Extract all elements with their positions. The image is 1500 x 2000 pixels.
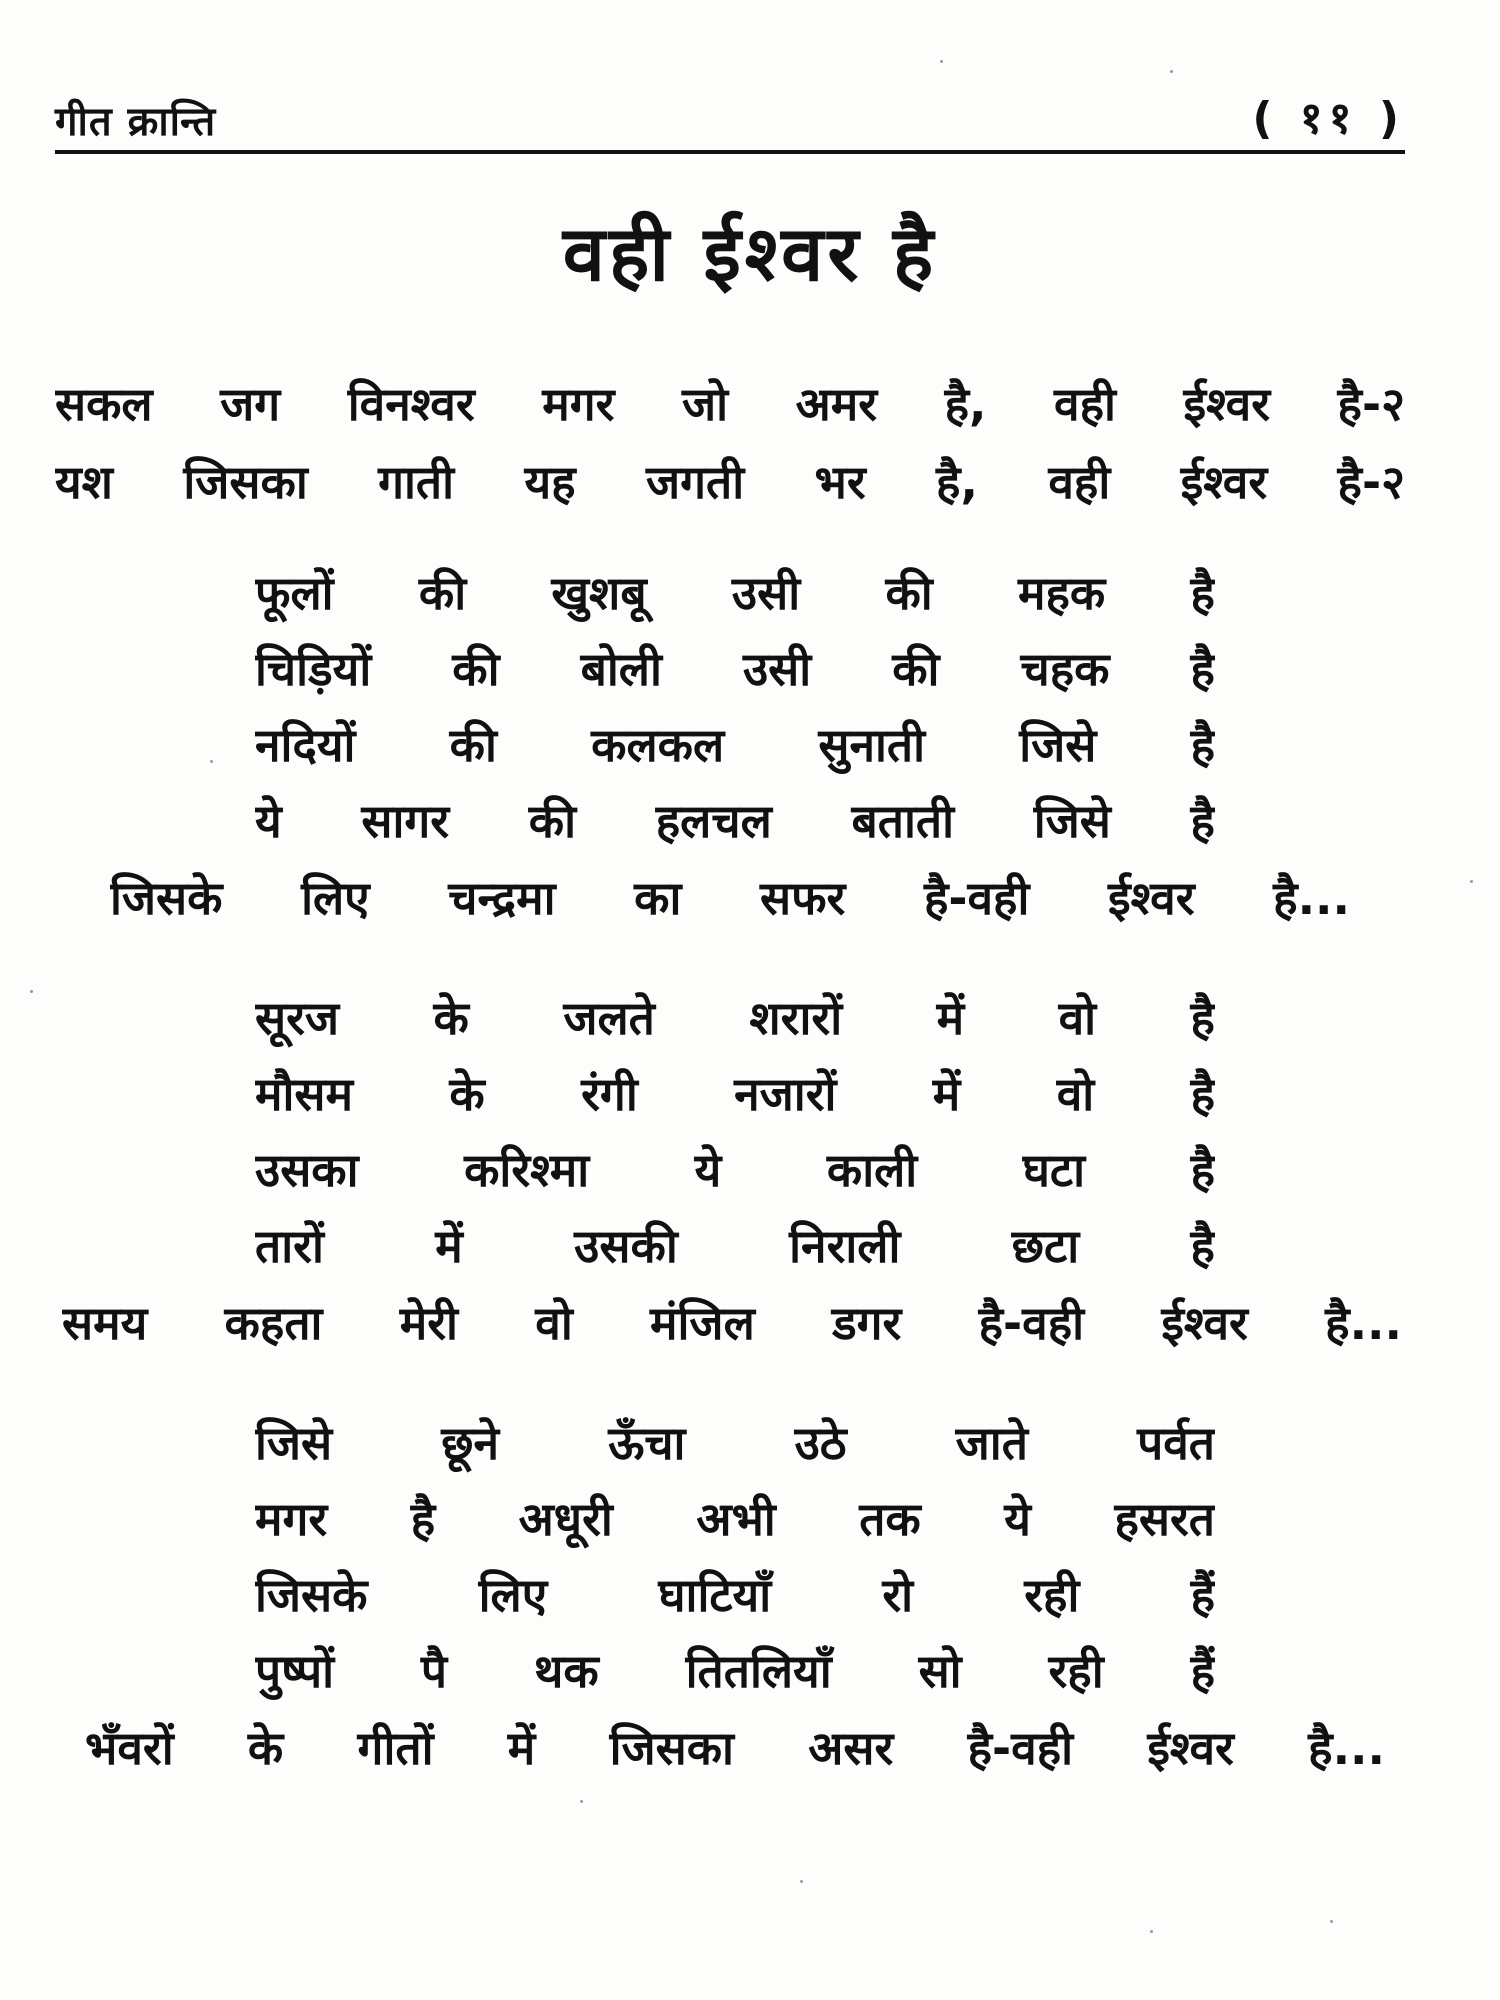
print-speck: [580, 1800, 583, 1803]
refrain: [55, 365, 1405, 521]
header-rule: [55, 150, 1405, 154]
refrain-line: सकल जग विनश्वर मगर जो अमर है, वही ईश्वर है-२: [55, 377, 1405, 431]
verse-line: मौसम के रंगी नजारों में वो है: [255, 1067, 1215, 1121]
verse-closing-line: समय कहता मेरी वो मंजिल डगर है-वही ईश्वर है...: [62, 1296, 1402, 1350]
verse-line: चिड़ियों की बोली उसी की चहक है: [255, 642, 1215, 696]
verse-line: फूलों की खुशबू उसी की महक है: [255, 566, 1215, 620]
verse-line: मगर है अधूरी अभी तक ये हसरत: [255, 1492, 1215, 1546]
verse-line: ये सागर की हलचल बताती जिसे है: [255, 794, 1215, 848]
song-title: वही ईश्वर है: [562, 209, 938, 298]
verse-line: नदियों की कलकल सुनाती जिसे है: [255, 718, 1215, 772]
verse-line: उसका करिश्मा ये काली घटा है: [255, 1143, 1215, 1197]
print-speck: [800, 1880, 803, 1883]
verse-line: जिसे छूने ऊँचा उठे जाते पर्वत: [255, 1416, 1215, 1470]
verse-closing-line: जिसके लिए चन्द्रमा का सफर है-वही ईश्वर है...: [110, 871, 1350, 925]
print-speck: [940, 60, 943, 63]
print-speck: [210, 760, 213, 763]
running-header: [55, 92, 1405, 152]
verse-line: जिसके लिए घाटियाँ रो रही हैं: [255, 1568, 1215, 1622]
page-number: ( ११ ): [1252, 93, 1405, 144]
print-speck: [30, 990, 33, 993]
verse-line: तारों में उसकी निराली छटा है: [255, 1219, 1215, 1273]
print-speck: [1470, 880, 1473, 883]
print-speck: [1330, 1920, 1333, 1923]
refrain-line: यश जिसका गाती यह जगती भर है, वही ईश्वर है-२: [55, 455, 1405, 509]
verse: [0, 555, 1500, 937]
book-title: गीत क्रान्ति: [55, 99, 217, 145]
verse: [0, 980, 1500, 1362]
verse-line: सूरज के जलते शरारों में वो है: [255, 991, 1215, 1045]
print-speck: [1170, 70, 1173, 73]
verse-closing-line: भँवरों के गीतों में जिसका असर है-वही ईश्वर है...: [85, 1721, 1385, 1775]
print-speck: [1150, 1930, 1153, 1933]
verse-line: पुष्पों पै थक तितलियाँ सो रही हैं: [255, 1644, 1215, 1698]
verse: [0, 1405, 1500, 1787]
